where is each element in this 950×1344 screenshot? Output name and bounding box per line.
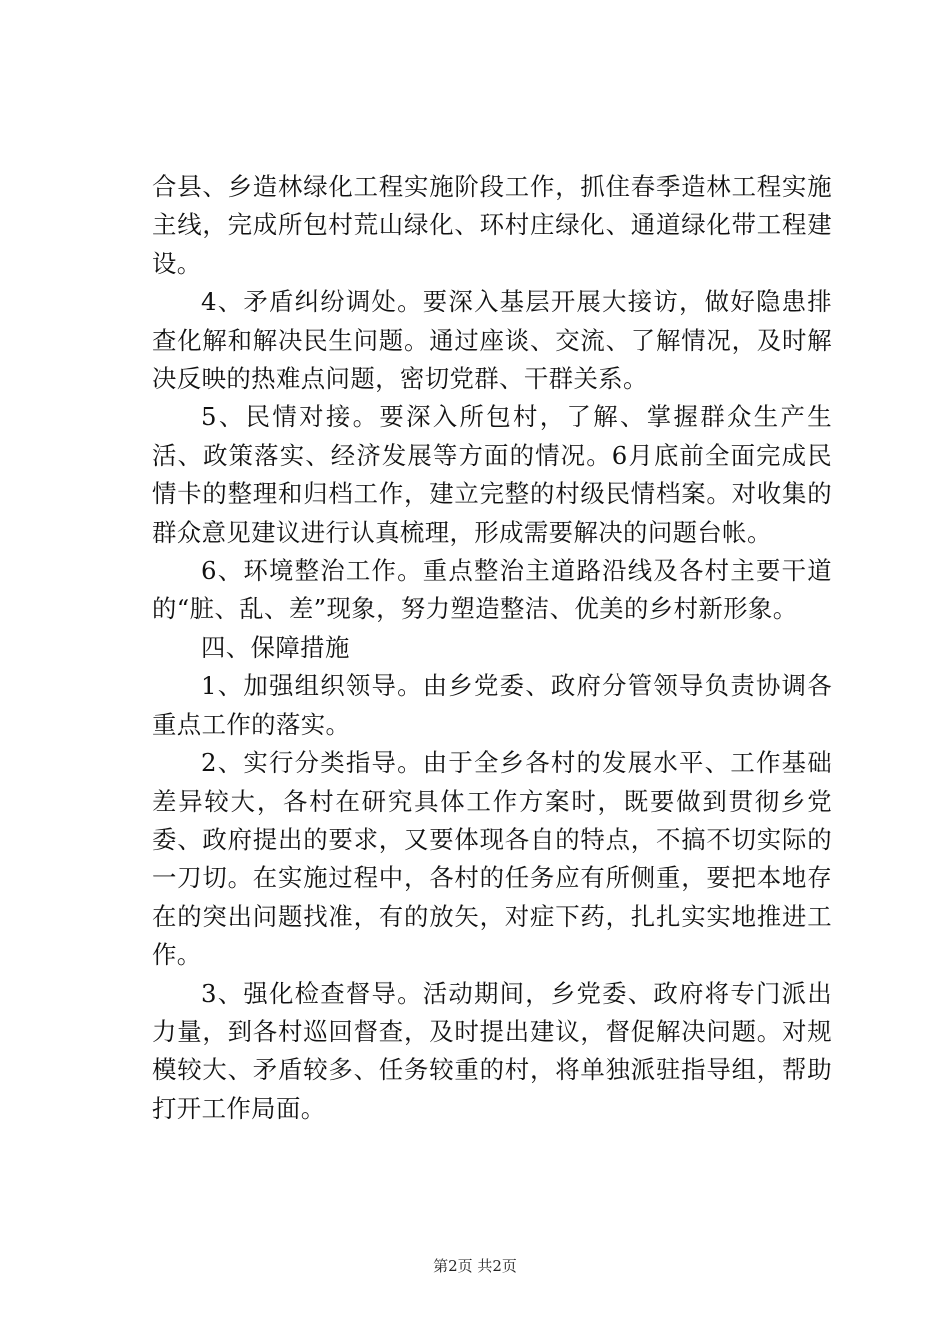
document-body [152, 168, 832, 1128]
paragraph-public-sentiment: 5、民情对接。要深入所包村，了解、掌握群众生产生活、政策落实、经济发展等方面的情况。6月底前全面完成民情卡的整理和归档工作，建立完整的村级民情档案。对收集的群众意见建议进行认真梳理，形成需要解决的问题台帐。 [152, 402, 832, 547]
paragraph-environment: 6、环境整治工作。重点整治主道路沿线及各村主要干道的“脏、乱、差”现象，努力塑造整洁、优美的乡村新形象。 [152, 556, 832, 624]
paragraph-inspection: 3、强化检查督导。活动期间，乡党委、政府将专门派出力量，到各村巡回督查，及时提出建议，督促解决问题。对规模较大、矛盾较多、任务较重的村，将单独派驻指导组，帮助打开工作局面。 [152, 978, 832, 1123]
paragraph-continuation: 合县、乡造林绿化工程实施阶段工作，抓住春季造林工程实施主线，完成所包村荒山绿化、环村庄绿化、通道绿化带工程建设。 [152, 172, 832, 278]
section-heading-safeguards: 四、保障措施 [201, 632, 350, 662]
paragraph-guidance: 2、实行分类指导。由于全乡各村的发展水平、工作基础差异较大，各村在研究具体工作方案时，既要做到贯彻乡党委、政府提出的要求，又要体现各自的特点，不搞不切实际的一刀切。在实施过程中，各村的任务应有所侧重，要把本地存在的突出问题找准，有的放矢，对症下药，扎扎实实地推进工作。 [152, 748, 832, 970]
page-footer: 第2页 共2页 [433, 1257, 517, 1275]
paragraph-leadership: 1、加强组织领导。由乡党委、政府分管领导负责协调各重点工作的落实。 [152, 671, 832, 739]
paragraph-conflict-mediation: 4、矛盾纠纷调处。要深入基层开展大接访，做好隐患排查化解和解决民生问题。通过座谈、交流、了解情况，及时解决反映的热难点问题，密切党群、干群关系。 [152, 287, 832, 394]
